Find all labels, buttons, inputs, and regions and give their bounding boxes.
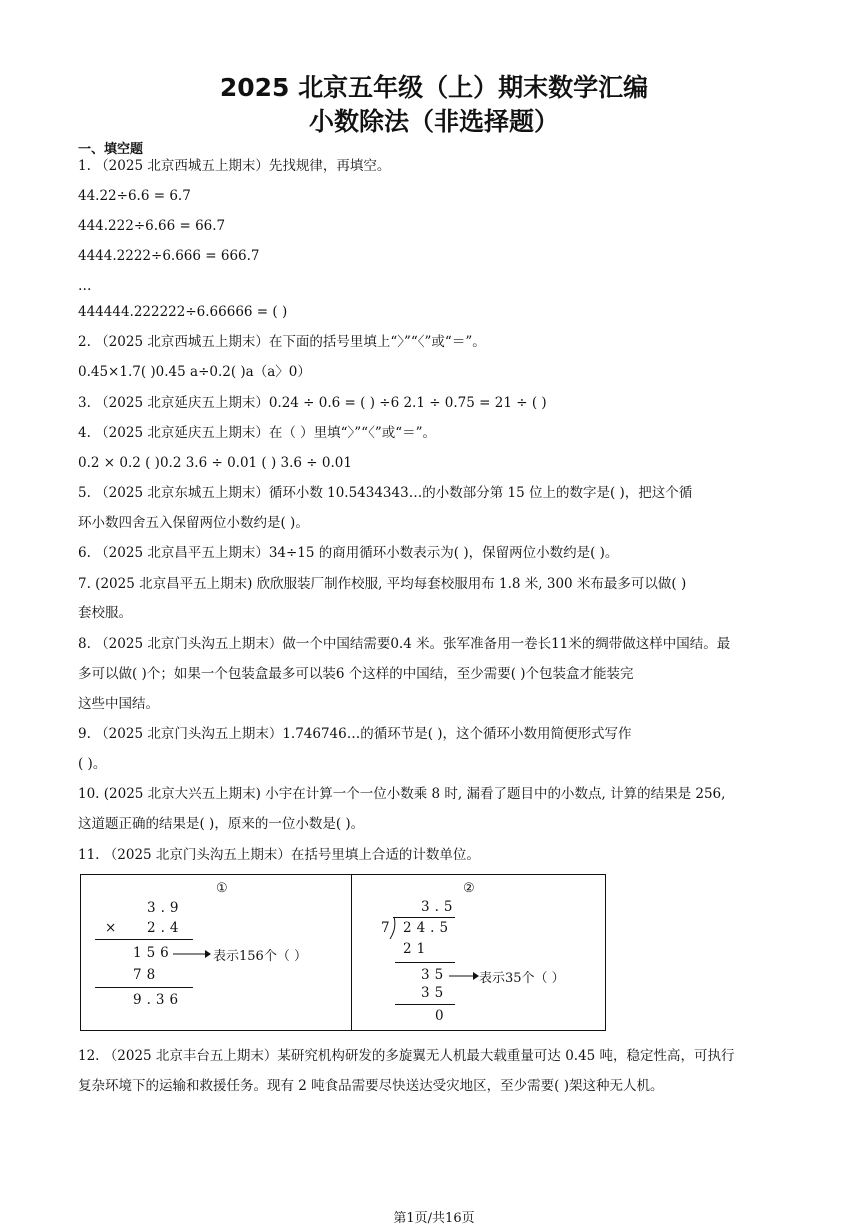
division-bracket-icon [389,917,397,939]
q1-answer-line: 444444.222222÷6.66666 = ( ) [78,304,288,320]
q1-line-3: 4444.2222÷6.666 = 666.7 [78,248,260,264]
q7-line-1: 7. (2025 北京昌平五上期末) 欣欣服装厂制作校服, 平均每套校服用布 1.8 米, 300 米布最多可以做( ) [78,576,687,592]
box-divider [351,875,352,1030]
q8-line-1: 8. （2025 北京门头沟五上期末）做一个中国结需要0.4 米。张军准备用一卷长11米的绸带做这样中国结。最 [78,636,731,652]
q10-line-1: 10. (2025 北京大兴五上期末) 小宇在计算一个一位小数乘 8 时, 漏看了题目中的小数点, 计算的结果是 256, [78,786,726,802]
q1-stem: 1. （2025 北京西城五上期末）先找规律，再填空。 [78,158,391,174]
div-rule-1 [395,962,455,963]
page-footer: 第1页/共16页 [393,1211,475,1226]
div-step-2: 35 [421,967,449,983]
mult-rule-1 [95,939,193,940]
q4-items: 0.2 × 0.2 ( )0.2 3.6 ÷ 0.01 ( ) 3.6 ÷ 0.01 [78,455,352,471]
mult-bottom: 2.4 [147,920,184,936]
q8-line-2: 多可以做( )个；如果一个包装盒最多可以装6 个这样的中国结，至少需要( )个包装盒才能装完 [78,666,634,682]
q2-stem: 2. （2025 北京西城五上期末）在下面的括号里填上“〉”“〈”或“＝”。 [78,334,486,350]
q12-line-1: 12. （2025 北京丰台五上期末）某研究机构研发的多旋翼无人机最大载重量可达 0.45 吨，稳定性高，可执行 [78,1048,735,1064]
div-dividend: 24.5 [403,920,454,936]
div-note: 表示35个（ ） [479,971,565,986]
q9-line-2: ( )。 [78,756,107,772]
div-rule-2 [395,1004,455,1005]
div-quotient: 3.5 [421,899,458,915]
mult-partial-1: 156 [133,945,174,961]
q12-line-2: 复杂环境下的运输和救援任务。现有 2 吨食品需要尽快送达受灾地区，至少需要( )架这种无人机。 [78,1078,664,1094]
div-bar [393,917,455,918]
q3-stem: 3. （2025 北京延庆五上期末）0.24 ÷ 0.6 = ( ) ÷6 2.1 ÷ 0.75 = 21 ÷ ( ) [78,395,547,411]
label-circled-2: ② [463,881,475,896]
div-step-1: 21 [403,941,431,957]
mult-partial-2: 78 [133,967,161,983]
q1-line-2: 444.222÷6.66 = 66.7 [78,218,226,234]
q5-line-1: 5. （2025 北京东城五上期末）循环小数 10.5434343…的小数部分第 15 位上的数字是( )，把这个循 [78,485,693,501]
q4-stem: 4. （2025 北京延庆五上期末）在（ ）里填“〉”“〈”或“＝”。 [78,425,437,441]
mult-result: 9.36 [133,992,184,1008]
mult-top: 3.9 [147,900,184,916]
q10-line-2: 这道题正确的结果是( )，原来的一位小数是( )。 [78,816,365,832]
div-remainder: 0 [435,1008,449,1024]
page-subtitle: 小数除法（非选择题） [308,107,559,136]
arrow-icon [173,947,211,961]
div-divisor: 7 [381,920,395,936]
q5-line-2: 环小数四舍五入保留两位小数约是( )。 [78,515,309,531]
div-step-3: 35 [421,985,449,1001]
q2-items: 0.45×1.7( )0.45 a÷0.2( )a（a〉0） [78,364,311,380]
q6-stem: 6. （2025 北京昌平五上期末）34÷15 的商用循环小数表示为( )，保留两位小数约是( )。 [78,545,619,561]
mult-note: 表示156个（ ） [213,949,307,964]
calculation-box [80,874,606,1031]
q7-line-2: 套校服。 [78,605,132,621]
q1-ellipsis: … [78,278,92,294]
mult-rule-2 [95,987,193,988]
q11-stem: 11. （2025 北京门头沟五上期末）在括号里填上合适的计数单位。 [78,847,480,863]
mult-sign: × [105,920,122,936]
page-title: 2025 北京五年级（上）期末数学汇编 [219,73,649,102]
section-heading: 一、填空题 [78,142,144,157]
q1-line-1: 44.22÷6.6 = 6.7 [78,188,191,204]
q8-line-3: 这些中国结。 [78,696,159,712]
arrow-icon [449,969,479,983]
label-circled-1: ① [216,881,228,896]
q9-line-1: 9. （2025 北京门头沟五上期末）1.746746…的循环节是( )，这个循环小数用简便形式写作 [78,726,632,742]
